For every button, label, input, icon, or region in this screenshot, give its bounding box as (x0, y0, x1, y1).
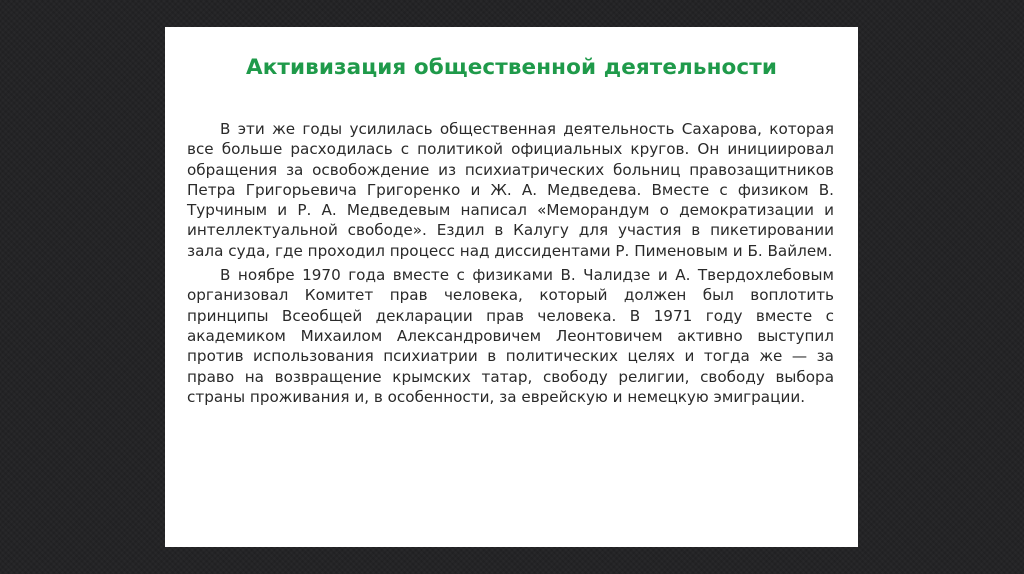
slide (165, 27, 858, 547)
slide-body (187, 119, 834, 407)
paragraph-1: В эти же годы усилилась общественная деятельность Сахарова, которая все больше расходилась с политикой официальных кругов. Он инициировал обращения за освобождение из психиатрических больниц правозащитников Петра Григорьевича Григоренко и Ж. А. Медведева. Вместе с физиком В. Турчиным и Р. А. Медведевым написал «Меморандум о демократизации и интеллектуальной свободе». Ездил в Калугу для участия в пикетировании зала суда, где проходил процесс над диссидентами Р. Пименовым и Б. Вайлем. (187, 120, 834, 260)
slide-title: Активизация общественной деятельности (245, 55, 777, 80)
paragraph-2: В ноябре 1970 года вместе с физиками В. Чалидзе и А. Твердохлебовым организовал Комитет прав человека, который должен был воплотить принципы Всеобщей декларации прав человека. В 1971 году вместе с академиком Михаилом Александровичем Леонтовичем активно выступил против использования психиатрии в политических целях и тогда же — за право на возвращение крымских татар, свободу религии, свободу выбора страны проживания и, в особенности, за еврейскую и немецкую эмиграции. (187, 266, 834, 406)
